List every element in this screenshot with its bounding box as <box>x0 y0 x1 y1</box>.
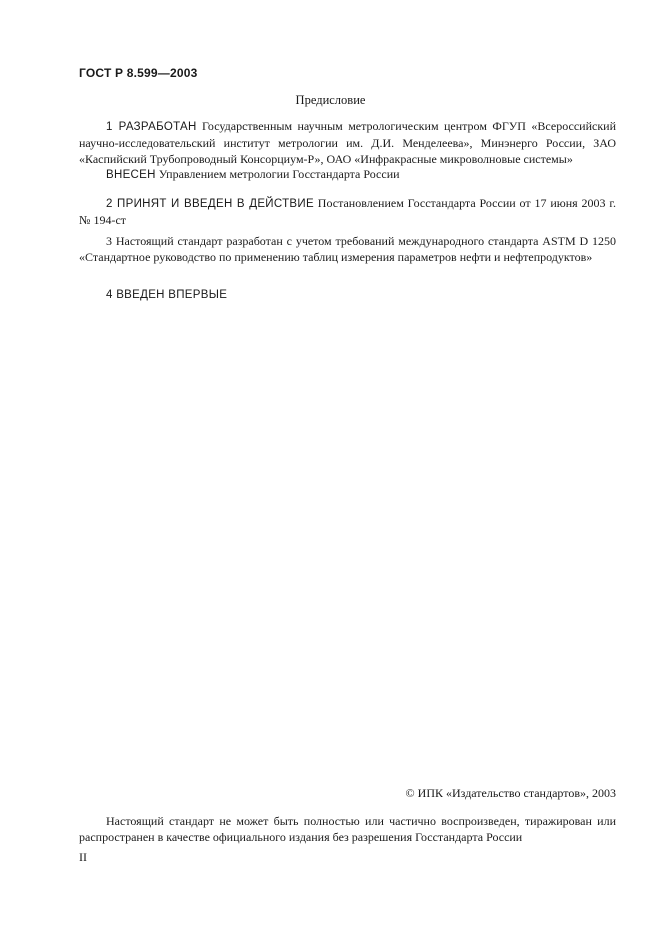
preface-item-adopted-lead: 2 ПРИНЯТ И ВВЕДЕН В ДЕЙСТВИЕ <box>106 198 314 210</box>
preface-item-first-introduced <box>79 286 616 303</box>
copyright-line: © ИПК «Издательство стандартов», 2003 <box>405 786 616 800</box>
preface-item-developed-basis: 3 Настоящий стандарт разработан с учетом требований международного стандарта ASTM D 1250 «Стандартное руководство по применению таблиц измерения параметров нефти и нефтепродуктов» <box>79 234 616 264</box>
preface-item-developed <box>79 118 616 167</box>
preface-item-introduced-text: Управлением метрологии Госстандарта России <box>155 167 400 181</box>
preface-item-introduced <box>79 166 616 183</box>
preface-item-adopted-text: Постановлением Госстандарта России от 17 июня 2003 г. № 194-ст <box>79 196 616 227</box>
preface-item-developed-lead: 1 РАЗРАБОТАН <box>106 121 197 133</box>
preface-item-first-introduced-lead: 4 ВВЕДЕН ВПЕРВЫЕ <box>106 289 228 301</box>
page-number: II <box>79 850 87 864</box>
reproduction-notice: Настоящий стандарт не может быть полностью или частично воспроизведен, тиражирован или распространен в качестве официального издания без разрешения Госстандарта России <box>79 814 616 844</box>
document-code: ГОСТ Р 8.599—2003 <box>79 66 198 80</box>
preface-item-introduced-lead: ВНЕСЕН <box>106 169 156 181</box>
preface-item-developed-text: Государственным научным метрологическим центром ФГУП «Всероссийский научно-исследовательский институт метрологии им. Д.И. Менделеева», Минэнерго России, ЗАО «Каспийский Трубопроводный Консорциум-Р», ОАО «Инфракрасные микроволновые системы» <box>79 119 616 166</box>
preface-item-adopted <box>79 195 616 228</box>
preface-title: Предисловие <box>295 93 366 107</box>
